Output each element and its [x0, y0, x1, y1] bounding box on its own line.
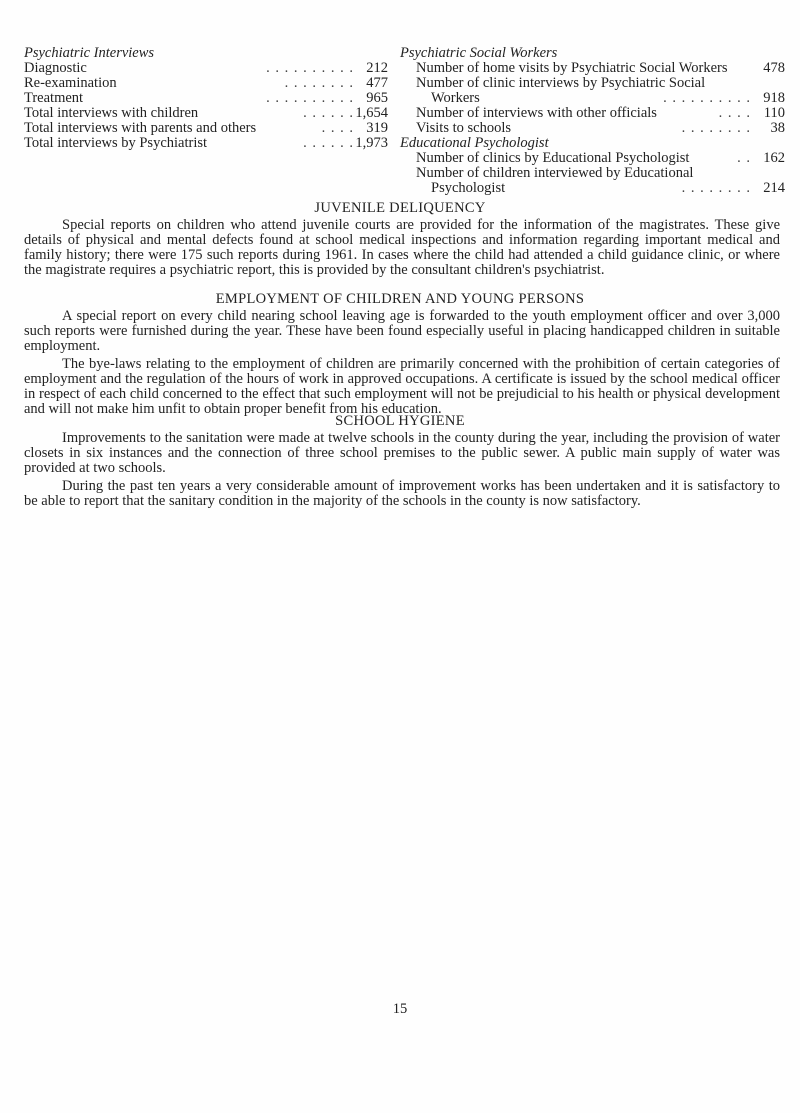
- leader-dots: . . . . . . . . . .: [266, 60, 354, 76]
- stat-label-line: Number of clinic interviews by Psychiatric Social: [416, 75, 706, 91]
- stat-row-interviews-parents: [24, 121, 388, 136]
- stat-label: Total interviews with parents and others: [24, 120, 257, 136]
- stat-value: 212: [366, 60, 388, 76]
- stat-value: 319: [366, 120, 388, 136]
- stat-row-home-visits: [400, 61, 785, 76]
- stat-label: Visits to schools: [416, 120, 512, 136]
- stat-value: 965: [366, 90, 388, 106]
- stat-value: 162: [763, 150, 785, 166]
- leader-dots: . . . . . . . .: [284, 75, 354, 91]
- leader-dots: . . . .: [321, 120, 354, 136]
- paragraph: Special reports on children who attend juvenile courts are provided for the information of the magistrates. These give details of physical and mental defects found at school medical inspections and information regarding important medical and family history; there were 175 such reports during 1961. In cases where the child had attended a child guidance clinic, or where the magistrate requires a psychiatric report, this is provided by the consultant children's psychiatrist.: [24, 217, 780, 278]
- employment-section-title: EMPLOYMENT OF CHILDREN AND YOUNG PERSONS: [215, 291, 585, 307]
- stat-label-line: Number of children interviewed by Educational: [416, 165, 694, 181]
- stat-value: 478: [763, 60, 785, 76]
- stat-label: Diagnostic: [24, 60, 87, 76]
- stat-label: Number of clinics by Educational Psychologist: [416, 150, 690, 166]
- stat-row-children-interviewed: [400, 166, 785, 196]
- leader-dots: . . . . . .: [303, 135, 354, 151]
- stat-row-interviews-psychiatrist: [24, 136, 388, 151]
- stat-value: 477: [366, 75, 388, 91]
- paragraph: A special report on every child nearing school leaving age is forwarded to the youth employment officer and over 3,000 such reports were furnished during the year. These have been found especially useful in placing handicapped children in suitable employment.: [24, 308, 780, 354]
- educational-psychologist-heading: Educational Psychologist: [400, 135, 549, 151]
- juvenile-section-title: JUVENILE DELIQUENCY: [314, 200, 486, 216]
- psychiatric-interviews-section: [24, 46, 388, 151]
- stat-row-diagnostic: [24, 61, 388, 76]
- stat-value: 214: [763, 180, 785, 196]
- juvenile-section-body: [24, 218, 780, 278]
- page-number: 15: [392, 1001, 408, 1017]
- stat-row-visits-schools: [400, 121, 785, 136]
- paragraph: During the past ten years a very considerable amount of improvement works has been undertaken and it is satisfactory to be able to report that the sanitary condition in the majority of the schools in the county is now satisfactory.: [24, 478, 780, 509]
- stat-row-interviews-children: [24, 106, 388, 121]
- psychiatric-interviews-heading: Psychiatric Interviews: [24, 45, 155, 61]
- paragraph: Improvements to the sanitation were made at twelve schools in the county during the year, including the provision of water closets in six instances and the connection of three school premises to the public sewer. A public main supply of water was provided at two schools.: [24, 430, 780, 476]
- employment-section-body: [24, 309, 780, 417]
- leader-dots: . .: [737, 150, 751, 166]
- psychiatric-social-workers-section: [400, 46, 785, 196]
- leader-dots: . . . . . . . . . .: [266, 90, 354, 106]
- stat-row-other-officials: [400, 106, 785, 121]
- leader-dots: . . . . . . . .: [681, 120, 751, 136]
- stat-row-clinics: [400, 151, 785, 166]
- hygiene-section-title: SCHOOL HYGIENE: [335, 413, 465, 429]
- stat-value: 1,973: [355, 135, 388, 151]
- stat-label: Number of interviews with other officials: [416, 105, 657, 121]
- stat-label: Workers: [431, 90, 480, 106]
- stat-label: Total interviews by Psychiatrist: [24, 135, 208, 151]
- stat-row-treatment: [24, 91, 388, 106]
- stat-label: Treatment: [24, 90, 84, 106]
- leader-dots: . . . . . .: [303, 105, 354, 121]
- psychiatric-social-workers-heading: Psychiatric Social Workers: [400, 45, 558, 61]
- stat-label: Total interviews with children: [24, 105, 199, 121]
- stat-value: 110: [763, 105, 785, 121]
- leader-dots: . . . . . . . .: [681, 180, 751, 196]
- stat-value: 38: [770, 120, 785, 136]
- stat-row-clinic-interviews: [400, 76, 785, 106]
- stat-row-re-examination: [24, 76, 388, 91]
- stat-value: 918: [763, 90, 785, 106]
- stat-label: Re-examination: [24, 75, 117, 91]
- paragraph: The bye-laws relating to the employment of children are primarily concerned with the prohibition of certain categories of employment and the regulation of the hours of work in approved occupations. A certificate is issued by the school medical officer in respect of each child concerned to the effect that such employment will not be prejudicial to his health or physical development and will not make him unfit to obtain proper benefit from his education.: [24, 356, 780, 417]
- leader-dots: . . . . . . . . . .: [663, 90, 751, 106]
- hygiene-section-body: [24, 431, 780, 509]
- stat-label: Number of home visits by Psychiatric Social Workers: [416, 60, 728, 76]
- stat-label-continuation: [416, 181, 785, 196]
- stat-label-continuation: [416, 91, 785, 106]
- leader-dots: . . . .: [718, 105, 751, 121]
- stat-label: Psychologist: [431, 180, 506, 196]
- stat-value: 1,654: [355, 105, 388, 121]
